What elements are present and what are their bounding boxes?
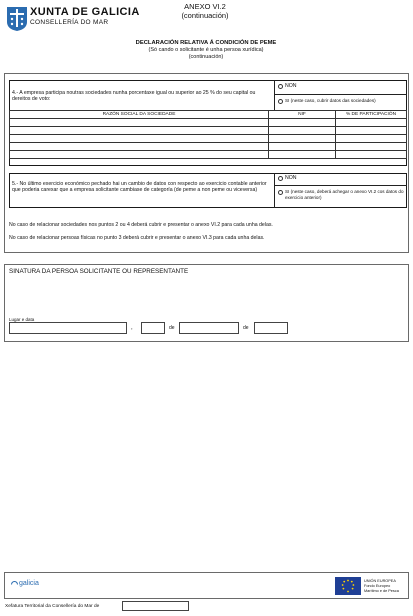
- office-field[interactable]: [122, 601, 189, 611]
- org-title: XUNTA DE GALICIA: [30, 6, 140, 18]
- declaration-continuation: (continuación): [188, 53, 224, 60]
- year-field[interactable]: [254, 322, 288, 334]
- table-row: [10, 151, 407, 159]
- signature-title: SINATURA DA PERSOA SOLICITANTE OU REPRESENTANTE: [9, 268, 189, 275]
- nif-cell[interactable]: [269, 143, 336, 151]
- percentage-cell[interactable]: [336, 127, 407, 135]
- nif-cell[interactable]: [269, 119, 336, 127]
- office-label: Xefatura Territorial da Consellería do Mar de: [5, 604, 100, 609]
- org-subtitle: CONSELLERÍA DO MAR: [30, 19, 109, 26]
- de-label-2: de: [243, 325, 249, 331]
- percentage-cell[interactable]: [336, 135, 407, 143]
- declaration-title: DECLARACIÓN RELATIVA Á CONDICIÓN DE PEME: [135, 40, 277, 46]
- q5-no-radio[interactable]: [278, 176, 283, 181]
- galicia-logo-icon: [10, 580, 19, 589]
- table-row: [10, 135, 407, 143]
- q4-yes-radio[interactable]: [278, 99, 283, 104]
- eu-text: [364, 579, 399, 593]
- q5-yes-radio[interactable]: [278, 190, 283, 195]
- q5-option-divider: [274, 185, 407, 186]
- q4-question: 4.- A empresa participa noutras sociedades nunha porcentaxe igual ou superior ao 25 % do seu capital ou dereitos de voto:: [12, 90, 256, 103]
- nif-cell[interactable]: [269, 151, 336, 159]
- table-row: [10, 143, 407, 151]
- company-cell[interactable]: [10, 151, 269, 159]
- note-companies: No caso de relacionar sociedades nos puntos 2 ou 4 deberá cubrir e presentar o anexo VI.2 para cada unha delas.: [9, 222, 273, 228]
- column-header-percentage: % DE PARTICIPACIÓN: [336, 111, 407, 119]
- table-row: [10, 119, 407, 127]
- xunta-shield-icon: [6, 6, 28, 32]
- annex-continuation: (continuación): [181, 11, 229, 20]
- q5-yes-label: SI (neste caso, deberá achegar o anexo VI.2 cos datos do exercicio anterior): [285, 189, 404, 201]
- nif-cell[interactable]: [269, 135, 336, 143]
- eu-stars-icon: [335, 577, 361, 595]
- table-header-row: [10, 111, 407, 119]
- q5-divider: [274, 173, 275, 208]
- month-field[interactable]: [179, 322, 239, 334]
- company-cell[interactable]: [10, 127, 269, 135]
- place-date-label: Lugar e data: [9, 317, 35, 322]
- eu-text-fund: Fondo Europeo: [364, 583, 391, 588]
- q5-question: 5.- No último exercicio económico pechado hai un cambio de datos con respecto ao exercicio contable anterior que poderia carexar que a empresa solicitante cambiase de categoría (de peme a non peme ou viceversa): [12, 181, 267, 194]
- q4-no-label: NON: [285, 83, 297, 89]
- nif-cell[interactable]: [269, 127, 336, 135]
- eu-text-maritime: Marítimo e de Pesca: [364, 588, 399, 593]
- de-label-1: de: [169, 325, 175, 331]
- q5-no-label: NON: [285, 175, 297, 181]
- company-cell[interactable]: [10, 119, 269, 127]
- declaration-heading: [60, 40, 352, 60]
- column-header-company: RAZÓN SOCIAL DA SOCIEDADE: [10, 111, 269, 119]
- table-row: [10, 127, 407, 135]
- q4-yes-label: SI (neste caso, cubrir datos das sociedades): [285, 98, 376, 103]
- eu-flag-icon: [335, 577, 361, 595]
- galicia-logo-text: galicia: [19, 580, 39, 587]
- place-field[interactable]: [9, 322, 127, 334]
- company-cell[interactable]: [10, 143, 269, 151]
- comma-separator: ,: [131, 325, 133, 331]
- annex-title: ANEXO VI.2: [184, 2, 226, 11]
- company-cell[interactable]: [10, 135, 269, 143]
- q4-companies-table: [9, 110, 407, 159]
- declaration-subtitle: (Só cando o solicitante é unha persoa xurídica): [148, 46, 264, 53]
- eu-text-union: UNIÓN EUROPEA: [364, 579, 396, 583]
- column-header-nif: NIF: [269, 111, 336, 119]
- q4-no-radio[interactable]: [278, 84, 283, 89]
- percentage-cell[interactable]: [336, 143, 407, 151]
- day-field[interactable]: [141, 322, 165, 334]
- q4-divider: [274, 80, 275, 110]
- percentage-cell[interactable]: [336, 151, 407, 159]
- annex-heading: [150, 2, 260, 20]
- note-persons: No caso de relacionar persoas físicas no punto 3 deberá cubrir e presentar o anexo VI.3 para cada unha delas.: [9, 235, 265, 241]
- percentage-cell[interactable]: [336, 119, 407, 127]
- q4-option-divider: [274, 94, 407, 95]
